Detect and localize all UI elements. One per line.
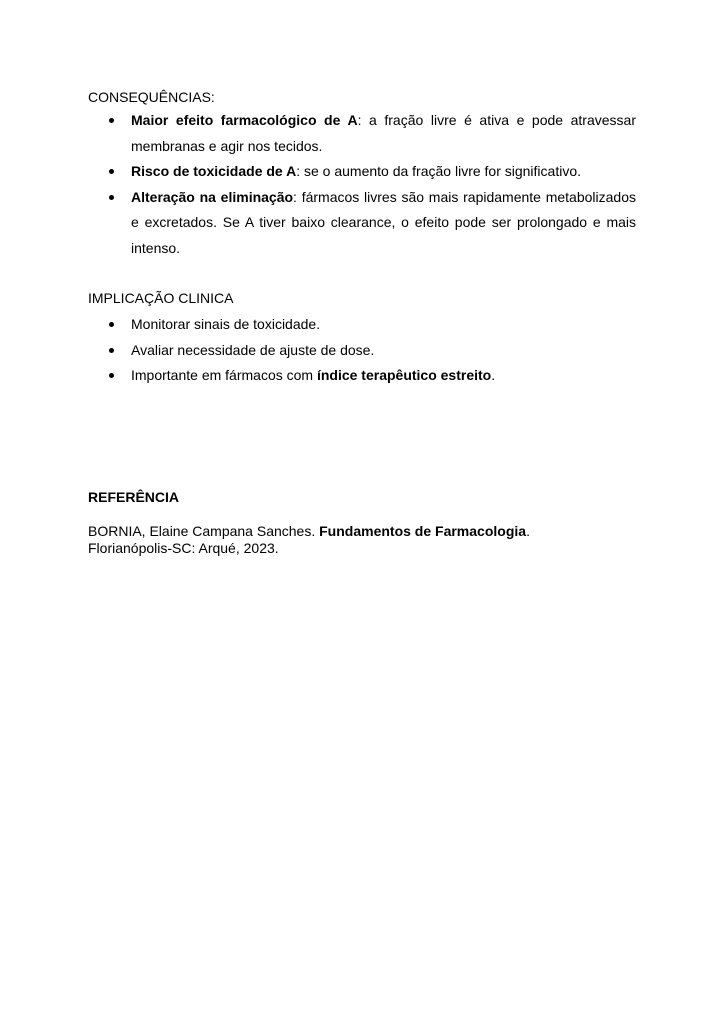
reference-title: Fundamentos de Farmacologia — [319, 523, 527, 539]
consequencias-list — [88, 108, 636, 261]
implicacao-heading: IMPLICAÇÃO CLINICA — [88, 290, 234, 306]
list-item — [88, 159, 636, 185]
item-text: : fármacos livres são mais rapidamente metabolizados e excretados. Se A tiver baixo clearance, o efeito pode ser prolongado e mais intenso. — [131, 188, 636, 256]
list-item — [88, 312, 636, 338]
reference-entry — [88, 523, 636, 557]
list-item — [88, 108, 636, 159]
item-bold-term: Risco de toxicidade de A — [131, 163, 297, 179]
reference-publication: Florianópolis-SC: Arqué, 2023. — [88, 540, 279, 556]
item-text: Avaliar necessidade de ajuste de dose. — [131, 341, 375, 358]
item-bold-term: Alteração na eliminação — [131, 188, 294, 205]
item-text: : a fração livre é ativa e pode atravessar membranas e agir nos tecidos. — [131, 112, 636, 154]
list-item — [88, 363, 636, 389]
referencia-heading: REFERÊNCIA — [88, 489, 180, 505]
reference-author: BORNIA, Elaine Campana Sanches. — [88, 523, 320, 539]
reference-title-suffix: . — [526, 523, 530, 539]
item-suffix: . — [491, 367, 496, 383]
item-bold-term: Maior efeito farmacológico de A — [131, 112, 358, 128]
item-text: Monitorar sinais de toxicidade. — [131, 316, 321, 332]
item-bold-term: índice terapêutico estreito — [316, 367, 492, 383]
item-text: : se o aumento da fração livre for significativo. — [296, 163, 582, 179]
item-text: Importante em fármacos com — [131, 367, 317, 383]
consequencias-heading: CONSEQUÊNCIAS: — [88, 89, 215, 105]
implicacao-list — [88, 312, 636, 389]
list-item — [88, 185, 636, 262]
list-item — [88, 338, 636, 364]
